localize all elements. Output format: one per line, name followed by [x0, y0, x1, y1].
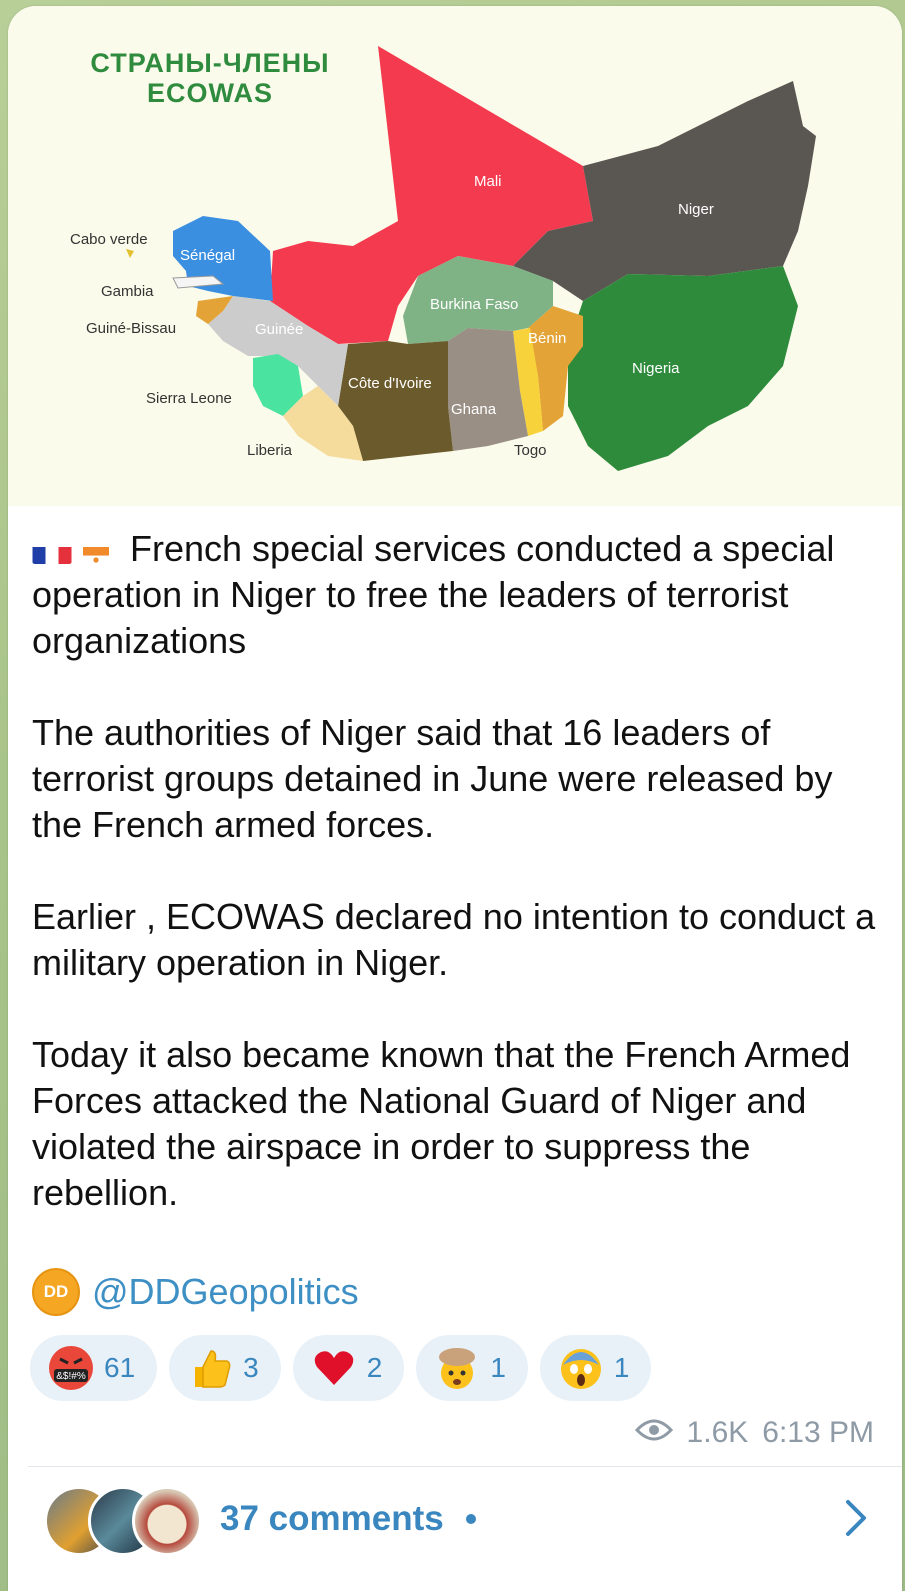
comments-label[interactable]: 37 comments	[220, 1499, 444, 1538]
exploding-head-icon	[434, 1345, 480, 1391]
post-paragraph-4: Today it also became known that the French Armed Forces attacked the National Guard of Niger and violated the airspace in order to suppress the rebellion.	[32, 1034, 851, 1213]
svg-text:Mali: Mali	[474, 173, 502, 190]
thumbs-up-icon	[187, 1345, 233, 1391]
post-body	[32, 526, 882, 1262]
post-headline: French special services conducted a special operation in Niger to free the leaders of terrorist organizations	[32, 528, 835, 661]
map-cabo-verde	[126, 249, 134, 258]
map-title	[60, 48, 360, 108]
post-paragraph-3: Earlier , ECOWAS declared no intention to conduct a military operation in Niger.	[32, 896, 876, 983]
svg-text:&$!#%: &$!#%	[56, 1371, 86, 1382]
reaction-thumbs-up-count: 3	[243, 1352, 259, 1383]
niger-flag-icon	[76, 538, 116, 564]
red-heart-icon	[311, 1345, 357, 1391]
svg-text:Cabo verde: Cabo verde	[70, 231, 148, 248]
reaction-screaming-button[interactable]	[540, 1335, 652, 1401]
svg-text:Ghana: Ghana	[451, 401, 497, 418]
svg-text:Gambia: Gambia	[101, 283, 154, 300]
svg-text:Guiné-Bissau: Guiné-Bissau	[86, 320, 177, 337]
reaction-screaming-count: 1	[613, 1352, 630, 1383]
reactions-bar	[30, 1335, 651, 1401]
svg-text:Nigeria: Nigeria	[632, 360, 680, 377]
eye-icon	[635, 1416, 673, 1450]
post-headline-paragraph	[32, 526, 882, 664]
map-title-line1: СТРАНЫ-ЧЛЕНЫ	[90, 48, 330, 78]
angry-cursing-face-icon	[48, 1345, 94, 1391]
dd-logo-icon: DD	[32, 1268, 80, 1316]
author-handle-link[interactable]: @DDGeopolitics	[92, 1271, 359, 1312]
reaction-thumbs-up-button[interactable]	[169, 1335, 281, 1401]
post-paragraph-2: The authorities of Niger said that 16 leaders of terrorist groups detained in June were released by the French armed forces.	[32, 712, 833, 845]
svg-text:Liberia: Liberia	[247, 442, 293, 459]
france-flag-icon	[32, 538, 72, 564]
map-nigeria	[568, 266, 798, 471]
svg-text:Togo: Togo	[514, 442, 547, 459]
comments-row[interactable]	[44, 1480, 894, 1558]
unread-dot	[466, 1514, 476, 1524]
ecowas-map-image[interactable]	[8, 6, 902, 506]
reaction-heart-button[interactable]	[293, 1335, 405, 1401]
reaction-exploding-head-button[interactable]	[416, 1335, 528, 1401]
reaction-heart-count: 2	[366, 1352, 383, 1383]
avatar	[132, 1486, 202, 1556]
svg-text:Burkina Faso: Burkina Faso	[430, 296, 519, 313]
screaming-face-icon	[558, 1345, 604, 1391]
svg-text:Bénin: Bénin	[528, 330, 567, 347]
views-count: 1.6K	[686, 1416, 749, 1449]
svg-text:Côte d'Ivoire: Côte d'Ivoire	[348, 375, 432, 392]
author-signature[interactable]	[32, 1268, 359, 1316]
message-meta	[635, 1416, 874, 1450]
svg-text:Guinée: Guinée	[255, 321, 304, 338]
message-time: 6:13 PM	[762, 1416, 874, 1449]
svg-text:Sénégal: Sénégal	[180, 247, 236, 264]
reaction-angry-count: 61	[104, 1352, 136, 1383]
reaction-angry-button[interactable]	[30, 1335, 157, 1401]
message-card	[8, 6, 902, 1591]
reaction-exploding-head-count: 1	[490, 1352, 506, 1383]
svg-text:Sierra Leone: Sierra Leone	[146, 390, 232, 407]
comments-divider	[28, 1466, 902, 1467]
chevron-right-icon[interactable]	[844, 1498, 868, 1543]
commenter-avatars	[44, 1484, 214, 1554]
map-title-line2: ECOWAS	[146, 78, 273, 108]
svg-text:Niger: Niger	[678, 201, 714, 218]
